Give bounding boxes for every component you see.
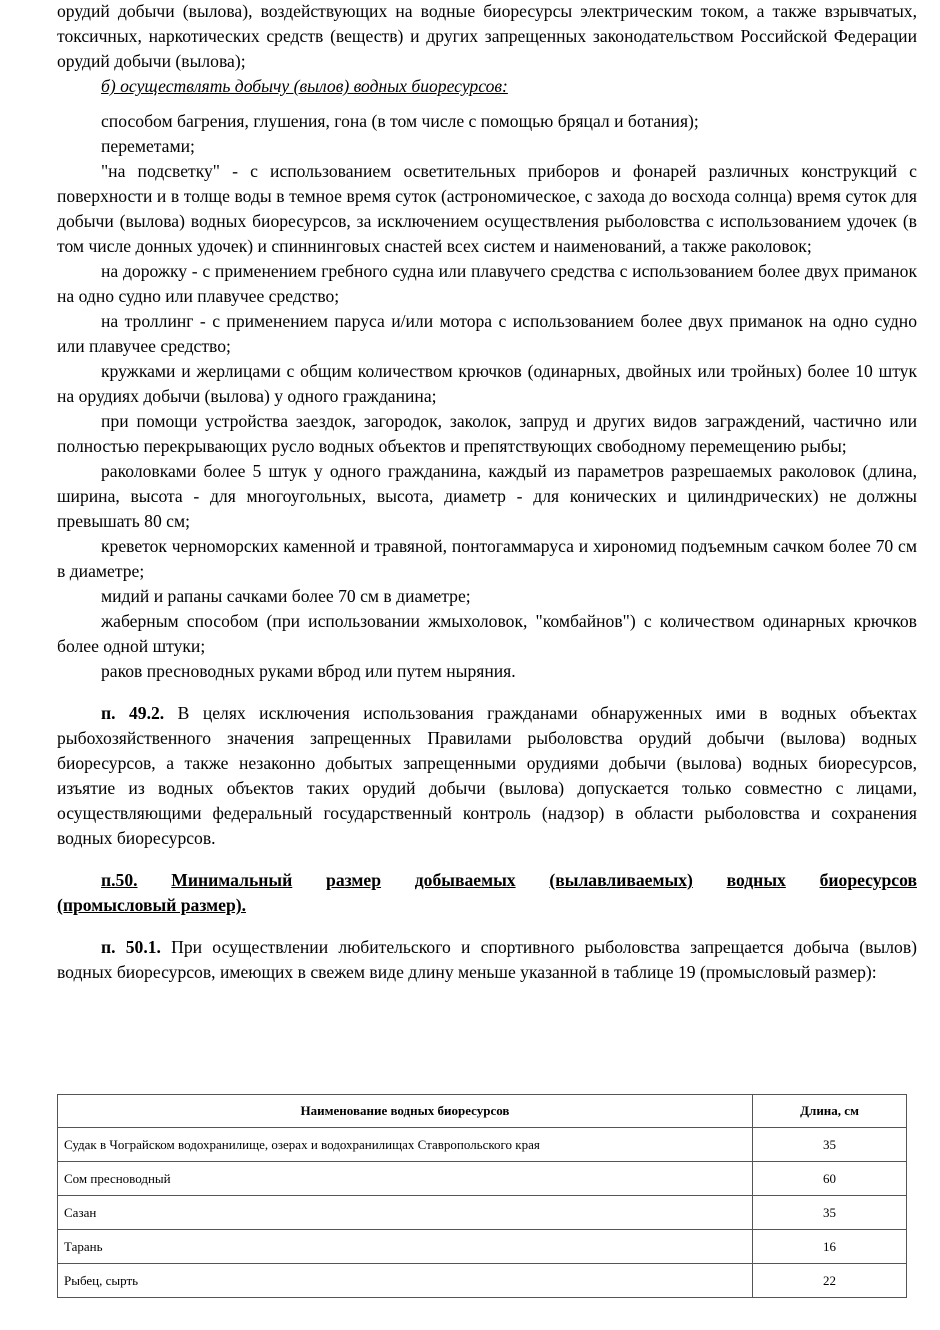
- list-item: раков пресноводных руками вброд или путем ныряния.: [101, 661, 516, 681]
- list-item: способом багрения, глушения, гона (в том числе с помощью бряцал и ботания);: [101, 111, 699, 131]
- species-cell: Тарань: [58, 1230, 753, 1264]
- length-cell: 22: [753, 1264, 907, 1298]
- species-cell: Судак в Чограйском водохранилище, озерах и водохранилищах Ставропольского края: [58, 1128, 753, 1162]
- species-cell: Сазан: [58, 1196, 753, 1230]
- table-row: [58, 1230, 907, 1264]
- heading-word: водных: [726, 870, 786, 890]
- list-item: на дорожку - с применением гребного судна или плавучего средства с использованием более двух приманок на одно судно или плавучее средство;: [57, 261, 917, 306]
- paragraph-49-2: [57, 701, 917, 851]
- list-item: мидий и рапаны сачками более 70 см в диаметре;: [101, 586, 471, 606]
- subsection-b-heading: б) осуществлять добычу (вылов) водных биоресурсов:: [101, 76, 508, 96]
- header-length: Длина, см: [753, 1095, 907, 1128]
- list-item: жаберным способом (при использовании жмыхоловок, "комбайнов") с количеством одинарных крючков более одной штуки;: [57, 611, 917, 656]
- table-header-row: [58, 1095, 907, 1128]
- paragraph-50-1: [57, 935, 917, 985]
- heading-word: (вылавливаемых): [549, 870, 693, 890]
- heading-word: биоресурсов: [819, 870, 917, 890]
- clause-label: п. 49.2.: [101, 703, 165, 723]
- table-row: [58, 1196, 907, 1230]
- species-cell: Рыбец, сырть: [58, 1264, 753, 1298]
- length-cell: 60: [753, 1162, 907, 1196]
- list-item: переметами;: [101, 136, 195, 156]
- list-item: "на подсветку" - с использованием осветительных приборов и фонарей различных конструкций с поверхности и в толще воды в темное время суток (астрономическое, с захода до восхода солнца) время суток для добычи (вылова) водных биоресурсов, за исключением осуществления рыболовства с использованием удочек (в том числе донных удочек) и спиннинговых снастей всех систем и наименований, а также раколовок;: [57, 161, 917, 256]
- species-cell: Сом пресноводный: [58, 1162, 753, 1196]
- table-row: [58, 1162, 907, 1196]
- heading-line-2: (промысловый размер).: [57, 895, 247, 915]
- length-cell: 35: [753, 1128, 907, 1162]
- list-item: на троллинг - с применением паруса и/или мотора с использованием более двух приманок на одно судно или плавучее средство;: [57, 311, 917, 356]
- heading-word: размер: [326, 870, 382, 890]
- list-item: при помощи устройства заездок, загородок, заколок, запруд и других видов заграждений, частично или полностью перекрывающих русло водных объектов и препятствующих свободному перемещению рыбы;: [57, 411, 917, 456]
- heading-word: Минимальный: [171, 870, 293, 890]
- section-50-heading: [57, 868, 917, 918]
- heading-word: п.50.: [101, 870, 138, 890]
- size-table: [57, 1094, 907, 1298]
- list-item: кружками и жерлицами с общим количеством крючков (одинарных, двойных или тройных) более 10 штук на орудиях добычи (вылова) у одного гражданина;: [57, 361, 917, 406]
- document-page: [57, 0, 917, 985]
- clause-text: При осуществлении любительского и спортивного рыболовства запрещается добыча (вылов) водных биоресурсов, имеющих в свежем виде длину меньше указанной в таблице 19 (промысловый размер):: [57, 937, 917, 982]
- list-item: раколовками более 5 штук у одного гражданина, каждый из параметров разрешаемых раколовок (длина, ширина, высота - для многоугольных, высота, диаметр - для конических и цилиндрических) не должны превышать 80 см;: [57, 461, 917, 531]
- clause-label: п. 50.1.: [101, 937, 161, 957]
- header-species: Наименование водных биоресурсов: [58, 1095, 753, 1128]
- length-cell: 35: [753, 1196, 907, 1230]
- table-row: [58, 1264, 907, 1298]
- list-item: креветок черноморских каменной и травяной, понтогаммаруса и хирономид подъемным сачком более 70 см в диаметре;: [57, 536, 917, 581]
- paragraph-tools-ban: орудий добычи (вылова), воздействующих на водные биоресурсы электрическим током, а также взрывчатых, токсичных, наркотических средств (веществ) и других запрещенных законодательством Российской Федерации орудий добычи (вылова);: [57, 1, 917, 71]
- heading-word: добываемых: [414, 870, 516, 890]
- table-row: [58, 1128, 907, 1162]
- clause-text: В целях исключения использования гражданами обнаруженных ими в водных объектах рыбохозяйственного значения запрещенных Правилами рыболовства орудий добычи (вылова) водных биоресурсов, а также незаконно добытых запрещенными орудиями добычи (вылова) водных биоресурсов, изъятие из водных объектов таких орудий добычи (вылова) допускается только совместно с лицами, осуществляющими федеральный государственный контроль (надзор) в области рыболовства и сохранения водных биоресурсов.: [57, 703, 918, 848]
- length-cell: 16: [753, 1230, 907, 1264]
- heading-line-1: [57, 868, 917, 893]
